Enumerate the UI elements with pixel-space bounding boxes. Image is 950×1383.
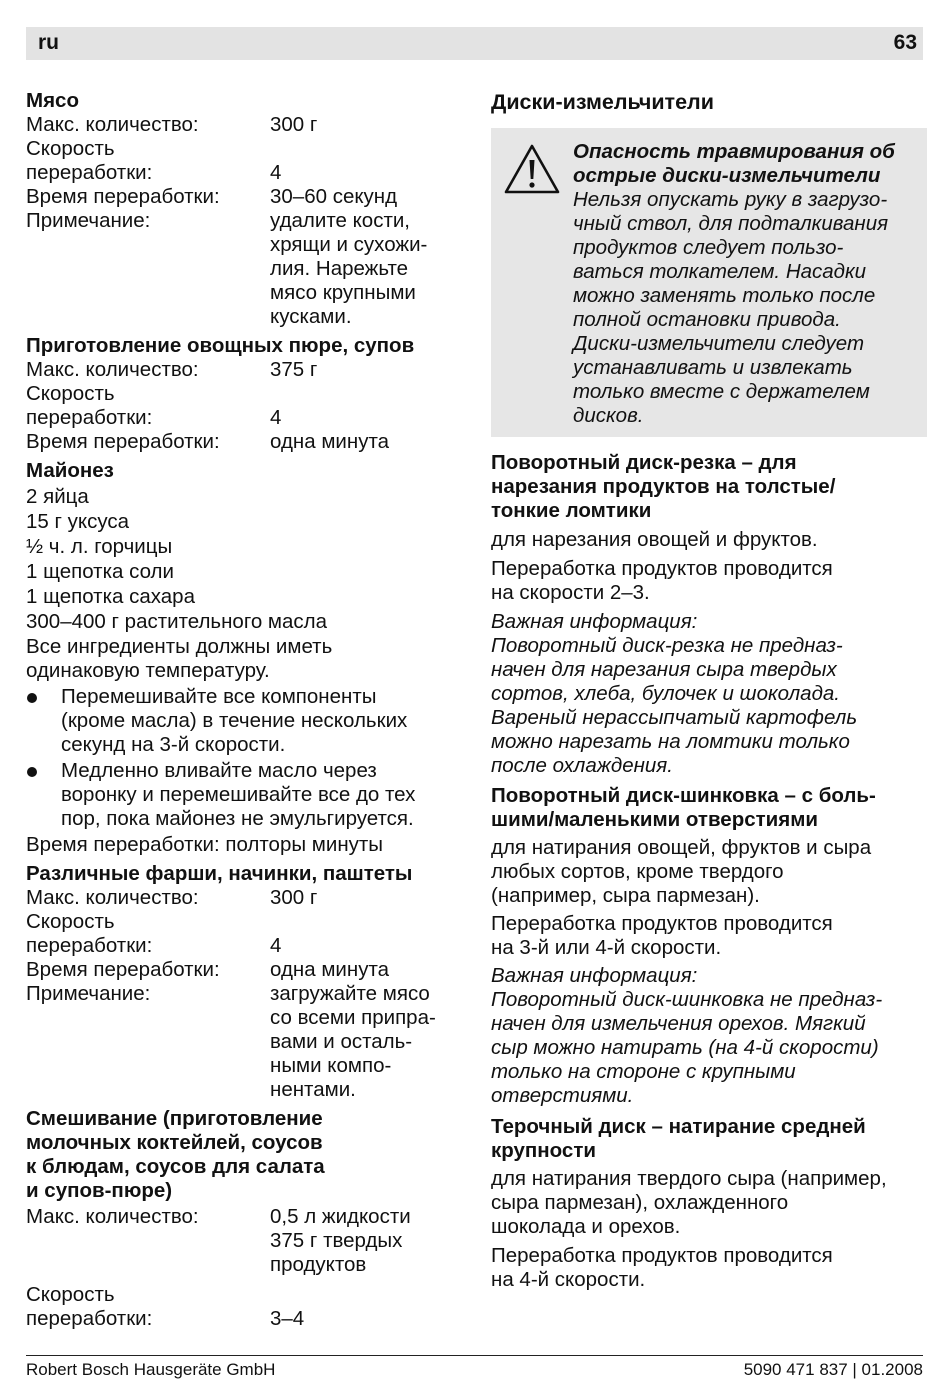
speed-label: Скорость	[26, 1283, 115, 1306]
speed-label-2: переработки:	[26, 1307, 153, 1330]
mixing-title: Смешивание (приготовление молочных коктейлей, соусов к блюдам, соусов для салата и супов-пюре)	[26, 1107, 325, 1202]
warning-body: Нельзя опускать руку в загрузо- чный ствол, для подталкивания продуктов следует пользо- ваться толкателем. Насадки можно заменять только после полной остановки привода. Диски-измельчители следует устанавливать и извлекать только вместе с держателем дисков.	[573, 188, 889, 427]
mayo-title: Майонез	[26, 459, 114, 482]
stuffing-section	[26, 862, 466, 1102]
warning-text	[573, 140, 927, 428]
slicer-section	[491, 451, 925, 778]
grater-usage: для натирания твердого сыра (например, сыра пармезан), охлажденного шоколада и орехов.	[491, 1167, 887, 1238]
slicer-speed: Переработка продуктов проводится на скорости 2–3.	[491, 557, 833, 604]
speed-label-2: переработки:	[26, 934, 153, 957]
speed-label: Скорость	[26, 382, 115, 405]
shredder-speed: Переработка продуктов проводится на 3-й или 4-й скорости.	[491, 912, 833, 959]
puree-title: Приготовление овощных пюре, супов	[26, 334, 415, 357]
shredder-info: Важная информация: Поворотный диск-шинковка не предназ- начен для измельчения орехов. Мягкий сыр можно натирать (на 4-й скорости) только на стороне с крупными отверстиями.	[491, 964, 925, 1108]
footer-divider	[26, 1355, 923, 1356]
grater-section	[491, 1115, 925, 1292]
speed-value: 4	[270, 934, 282, 957]
max-value: 375 г	[270, 358, 318, 381]
note-text: удалите кости, хрящи и сухожи- лия. Нарежьте мясо крупными кусками.	[270, 209, 428, 328]
bullet-dot-icon	[27, 693, 37, 703]
speed-label-2: переработки:	[26, 406, 153, 429]
bullet-item: Перемешивайте все компоненты (кроме масла) в течение нескольких секунд на 3-й скорости.	[26, 685, 466, 757]
puree-section	[26, 334, 466, 454]
warning-box	[491, 128, 927, 437]
note-text: загружайте мясо со всеми припра- вами и осталь- ными компо- нентами.	[270, 982, 436, 1101]
page-number: 63	[893, 31, 917, 54]
max-value: 300 г	[270, 113, 318, 136]
shredder-title: Поворотный диск-шинковка – с боль- шими/маленькими отверстиями	[491, 784, 876, 831]
warning-triangle-icon	[503, 143, 561, 195]
grater-speed: Переработка продуктов проводится на 4-й скорости.	[491, 1244, 833, 1291]
footer-company: Robert Bosch Hausgeräte GmbH	[26, 1360, 276, 1379]
stuffing-title: Различные фарши, начинки, паштеты	[26, 862, 413, 885]
ingredient: 300–400 г растительного масла	[26, 610, 328, 633]
mayo-section	[26, 459, 466, 857]
warning-title: Опасность травмирования об острые диски-измельчители	[573, 140, 895, 187]
time-value: одна минута	[270, 958, 390, 981]
max-label: Макс. количество:	[26, 1205, 199, 1228]
mayo-time: Время переработки: полторы минуты	[26, 833, 384, 856]
slicer-title: Поворотный диск-резка – для нарезания продуктов на толстые/ тонкие ломтики	[491, 451, 836, 522]
time-label: Время переработки:	[26, 430, 220, 453]
time-label: Время переработки:	[26, 958, 220, 981]
bullet-item: Медленно вливайте масло через воронку и перемешивайте все до тех пор, пока майонез не эмульгируется.	[26, 759, 466, 831]
ingredient: 1 щепотка соли	[26, 560, 174, 583]
ingredient: 2 яйца	[26, 485, 89, 508]
speed-label: Скорость	[26, 137, 115, 160]
ingredient: 1 щепотка сахара	[26, 585, 195, 608]
max-value: 300 г	[270, 886, 318, 909]
left-column	[26, 88, 466, 1331]
speed-value: 4	[270, 406, 282, 429]
note-label: Примечание:	[26, 982, 151, 1005]
max-value: 0,5 л жидкости 375 г твердых продуктов	[270, 1205, 411, 1276]
language-label: ru	[38, 31, 59, 54]
grater-title: Терочный диск – натирание средней крупности	[491, 1115, 866, 1162]
slicer-info: Важная информация: Поворотный диск-резка не предназ- начен для нарезания сыра твердых сортов, хлеба, булочек и шоколада. Вареный нерассыпчатый картофель можно нарезать на ломтики только после охлаждения.	[491, 610, 925, 778]
info-label: Важная информация:	[491, 610, 698, 633]
slicer-usage: для нарезания овощей и фруктов.	[491, 528, 818, 551]
max-label: Макс. количество:	[26, 886, 199, 909]
max-label: Макс. количество:	[26, 113, 199, 136]
time-value: одна минута	[270, 430, 390, 453]
ingredient: ½ ч. л. горчицы	[26, 535, 173, 558]
speed-label: Скорость	[26, 910, 115, 933]
time-value: 30–60 секунд	[270, 185, 398, 208]
meat-title: Мясо	[26, 89, 79, 112]
bullet-dot-icon	[27, 767, 37, 777]
right-column	[491, 88, 925, 1292]
section-title: Диски-измельчители	[491, 90, 714, 114]
max-label: Макс. количество:	[26, 358, 199, 381]
ingredient: 15 г уксуса	[26, 510, 130, 533]
page-header	[26, 27, 923, 60]
speed-label-2: переработки:	[26, 161, 153, 184]
note-label: Примечание:	[26, 209, 151, 232]
speed-value: 3–4	[270, 1307, 305, 1330]
time-label: Время переработки:	[26, 185, 220, 208]
info-label: Важная информация:	[491, 964, 698, 987]
shredder-usage: для натирания овощей, фруктов и сыра любых сортов, кроме твердого (например, сыра пармезан).	[491, 836, 872, 907]
shredder-section	[491, 784, 925, 1108]
meat-section	[26, 89, 466, 329]
footer-doc-number: 5090 471 837 | 01.2008	[743, 1360, 923, 1379]
mixing-section	[26, 1107, 466, 1331]
speed-value: 4	[270, 161, 282, 184]
temperature-note: Все ингредиенты должны иметь одинаковую температуру.	[26, 635, 333, 682]
